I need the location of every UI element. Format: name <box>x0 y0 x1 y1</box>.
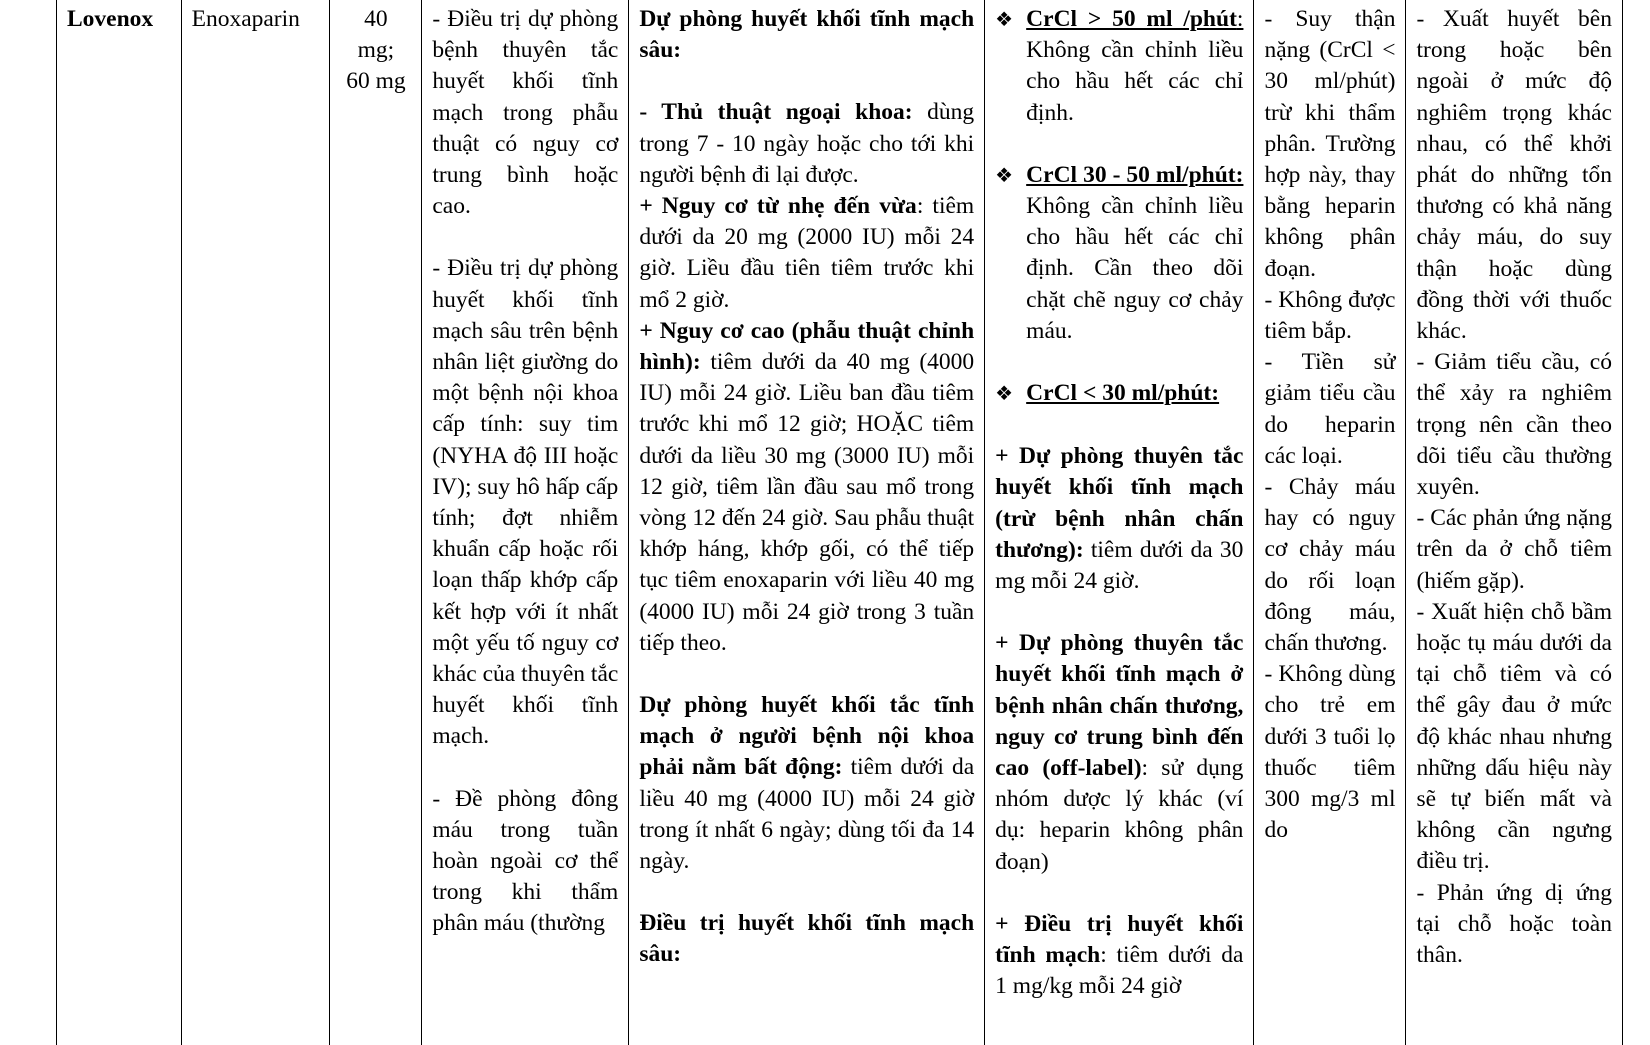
p2-text: : sử dụng nhóm dược lý khác (ví dụ: heparin không phân đoạn) <box>995 755 1244 875</box>
adverse-1: - Xuất huyết bên trong hoặc bên ngoài ở mức độ nghiêm trọng khác nhau, có thể khởi phát do những tổn thương có khả năng chảy máu, do suy thận hoặc dùng đồng thời với thuốc khác. <box>1416 6 1612 345</box>
diamond-bullet-icon: ❖ <box>995 9 1014 31</box>
mid-label: CrCl 30 - 50 ml/phút: <box>1026 161 1244 188</box>
indications-cell <box>422 0 629 1045</box>
dosage-high-risk <box>639 316 974 659</box>
diamond-bullet-icon: ❖ <box>995 383 1014 406</box>
contraindication-2: - Không được tiêm bắp. <box>1264 286 1396 345</box>
p3-text: : tiêm dưới da 1 mg/kg mỗi 24 giờ <box>995 942 1244 1000</box>
adverse-4: - Xuất hiện chỗ bầm hoặc tụ máu dưới da tại chỗ tiêm và có thể gây đau ở mức độ khác nhau nhưng những dấu hiệu này sẽ tự biến mất và không cần ngưng điều trị. <box>1416 598 1612 875</box>
adverse-effects-cell <box>1406 0 1623 1045</box>
diamond-bullet-icon: ❖ <box>995 164 1014 187</box>
adverse-2: - Giảm tiểu cầu, có thể xảy ra nghiêm trọng nên cần theo dõi tiểu cầu thường xuyên. <box>1416 349 1612 501</box>
brand-name: Lovenox <box>67 6 154 32</box>
p3-label: + Điều trị huyết khối tĩnh mạch <box>995 910 1244 969</box>
strength-line-2: mg; <box>357 37 395 64</box>
contraindications-cell <box>1254 0 1406 1045</box>
renal-cell <box>985 0 1254 1045</box>
gt50-label: CrCl > 50 ml /phút <box>1026 6 1237 32</box>
brand-cell <box>57 0 182 1045</box>
generic-cell <box>181 0 330 1045</box>
surgery-label: - Thủ thuật ngoại khoa: <box>639 99 913 126</box>
contraindication-1: - Suy thận nặng (CrCl < 30 ml/phút) trừ khi thẩm phân. Trường hợp này, thay bằng heparin không phân đoạn. <box>1264 6 1396 282</box>
dosage-heading-dvt-prophylaxis: Dự phòng huyết khối tĩnh mạch sâu: <box>639 6 975 64</box>
contraindication-5: - Không dùng cho trẻ em dưới 3 tuổi lọ thuốc tiêm 300 mg/3 ml do <box>1264 661 1396 844</box>
low-risk-label: + Nguy cơ từ nhẹ đến vừa <box>639 193 917 220</box>
renal-gt50: ❖ CrCl > 50 ml /phút: Không cần chỉnh liều cho hầu hết các chỉ định. <box>995 4 1243 129</box>
p1-text: tiêm dưới da 30 mg mỗi 24 giờ. <box>995 536 1244 595</box>
medical-text: tiêm dưới da liều 40 mg (4000 IU) mỗi 24 giờ trong ít nhất 6 ngày; dùng tối đa 14 ngày. <box>639 754 975 875</box>
indication-1: - Điều trị dự phòng bệnh thuyên tắc huyết khối tĩnh mạch trong phẫu thuật có nguy cơ trung bình hoặc cao. <box>432 6 619 220</box>
strength-cell <box>330 0 422 1045</box>
dosage-low-risk <box>639 191 974 316</box>
dosage-surgery <box>639 97 974 191</box>
medical-heading: Dự phòng huyết khối tắc tĩnh mạch ở người bệnh nội khoa phải nằm bất động: <box>639 692 975 781</box>
adverse-5: - Phản ứng dị ứng tại chỗ hoặc toàn thân. <box>1416 879 1612 969</box>
dosage-cell <box>629 0 985 1045</box>
renal-p2 <box>995 628 1243 878</box>
indication-2: - Điều trị dự phòng huyết khối tĩnh mạch sâu trên bệnh nhân liệt giường do một bệnh nội khoa cấp tính: suy tim (NYHA độ III hoặc IV); suy hô hấp cấp tính; đợt nhiễm khuẩn cấp hoặc rối loạn thấp khớp cấp kết hợp với ít nhất một yếu tố nguy cơ khác của thuyên tắc huyết khối tĩnh mạch. <box>432 255 619 750</box>
indication-3: - Đề phòng đông máu trong tuần hoàn ngoài cơ thể trong khi thẩm phân máu (thường <box>432 785 619 937</box>
low-risk-text: : tiêm dưới da 20 mg (2000 IU) mỗi 24 giờ. Liều đầu tiên tiêm trước khi mổ 2 giờ. <box>639 193 975 313</box>
renal-30-50 <box>995 160 1243 347</box>
dosage-heading-dvt-treatment: Điều trị huyết khối tĩnh mạch sâu: <box>639 910 975 968</box>
contraindication-3: - Tiền sử giảm tiểu cầu do heparin các loại. <box>1264 349 1396 469</box>
high-risk-text: tiêm dưới da 40 mg (4000 IU) mỗi 24 giờ. Liều ban đầu tiêm trước khi mổ 12 giờ; HOẶC tiêm dưới da liều 30 mg (3000 IU) mỗi 12 giờ, tiêm lần đầu sau mổ trong vòng 12 đến 24 giờ. Sau phẫu thuật khớp háng, khớp gối, có thể tiếp tục tiêm enoxaparin với liều 40 mg (4000 IU) mỗi 24 giờ trong 3 tuần tiếp theo. <box>639 349 975 656</box>
p2-label: + Dự phòng thuyên tắc huyết khối tĩnh mạch ở bệnh nhân chấn thương, nguy cơ trung bình đến cao (off-label) <box>995 630 1244 782</box>
mid-text: Không cần chỉnh liều cho hầu hết các chỉ định. Cần theo dõi chặt chẽ nguy cơ chảy máu. <box>1026 193 1244 344</box>
drug-row <box>57 0 1623 1045</box>
strength-line-3: 60 mg <box>346 68 406 95</box>
contraindication-4: - Chảy máu hay có nguy cơ chảy máu do rối loạn đông máu, chấn thương. <box>1264 474 1396 657</box>
drug-table <box>56 0 1623 1045</box>
renal-p1 <box>995 441 1243 597</box>
renal-p3 <box>995 909 1243 1003</box>
gt50-text: Không cần chỉnh liều cho hầu hết các chỉ định. <box>1026 37 1244 126</box>
surgery-text: dùng trong 7 - 10 ngày hoặc cho tới khi người bệnh đi lại được. <box>639 99 975 188</box>
strength-line-1: 40 <box>364 6 388 32</box>
dosage-medical-patients <box>639 690 974 877</box>
lt30-label: CrCl < 30 ml/phút: <box>1026 380 1220 407</box>
renal-lt30 <box>995 378 1243 410</box>
generic-name: Enoxaparin <box>191 6 300 32</box>
p1-label: + Dự phòng thuyên tắc huyết khối tĩnh mạch (trừ bệnh nhân chấn thương): <box>995 443 1244 563</box>
adverse-3: - Các phản ứng nặng trên da ở chỗ tiêm (hiếm gặp). <box>1416 505 1612 594</box>
high-risk-label: + Nguy cơ cao (phẫu thuật chỉnh hình): <box>639 317 975 376</box>
